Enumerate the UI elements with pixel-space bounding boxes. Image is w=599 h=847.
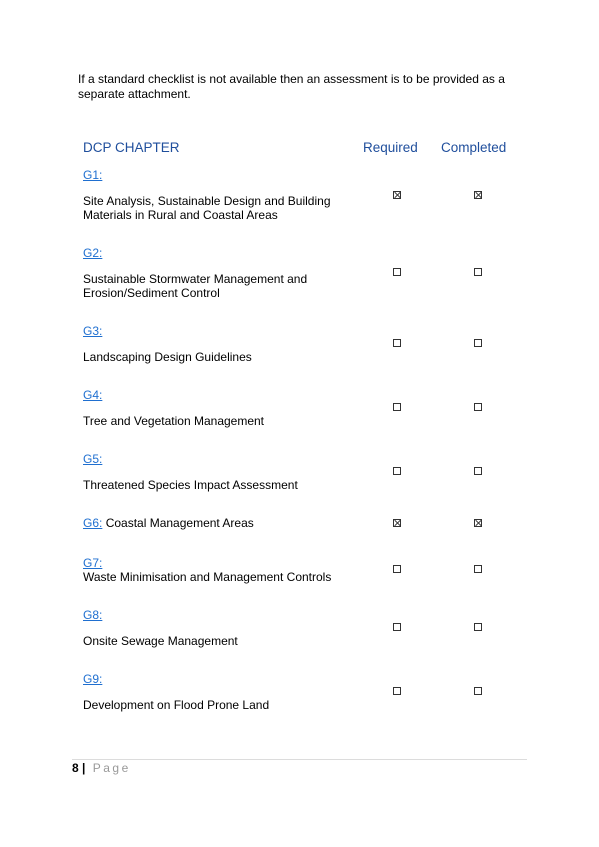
chapter-name: Threatened Species Impact Assessment [83, 478, 298, 492]
completed-checkbox[interactable] [474, 687, 482, 695]
chapter-name: Onsite Sewage Management [83, 634, 238, 648]
chapter-link-g9[interactable]: G9: [83, 672, 103, 686]
required-checkbox[interactable] [393, 403, 401, 411]
required-checkbox[interactable] [393, 191, 401, 199]
completed-checkbox[interactable] [474, 519, 482, 527]
chapter-name: Site Analysis, Sustainable Design and Building Materials in Rural and Coastal Areas [83, 194, 331, 222]
intro-paragraph: If a standard checklist is not available then an assessment is to be provided as a separate attachment. [78, 72, 505, 101]
footer-divider [72, 759, 527, 760]
completed-checkbox[interactable] [474, 339, 482, 347]
completed-checkbox[interactable] [474, 467, 482, 475]
header-required: Required [363, 140, 418, 155]
completed-checkbox[interactable] [474, 623, 482, 631]
page-label: Page [92, 761, 131, 775]
chapter-name: Coastal Management Areas [105, 516, 254, 530]
required-checkbox[interactable] [393, 623, 401, 631]
chapter-link-g4[interactable]: G4: [83, 388, 103, 402]
required-checkbox[interactable] [393, 339, 401, 347]
chapter-name: Sustainable Stormwater Management and Erosion/Sediment Control [83, 272, 308, 300]
chapter-link-g6[interactable]: G6: [83, 516, 103, 530]
required-checkbox[interactable] [393, 268, 401, 276]
chapter-name: Tree and Vegetation Management [83, 414, 265, 428]
header-completed: Completed [441, 140, 507, 155]
page-footer [72, 761, 131, 775]
chapter-link-g5[interactable]: G5: [83, 452, 103, 466]
completed-checkbox[interactable] [474, 403, 482, 411]
chapter-link-g1[interactable]: G1: [83, 168, 103, 182]
page-number: 8 [72, 761, 79, 775]
completed-checkbox[interactable] [474, 268, 482, 276]
chapter-link-g8[interactable]: G8: [83, 608, 103, 622]
footer-separator: | [82, 761, 86, 775]
header-dcp-chapter: DCP CHAPTER [83, 140, 180, 155]
chapter-link-g3[interactable]: G3: [83, 324, 103, 338]
chapter-name: Landscaping Design Guidelines [83, 350, 252, 364]
completed-checkbox[interactable] [474, 565, 482, 573]
chapter-link-g2[interactable]: G2: [83, 246, 103, 260]
required-checkbox[interactable] [393, 467, 401, 475]
required-checkbox[interactable] [393, 565, 401, 573]
required-checkbox[interactable] [393, 687, 401, 695]
chapter-name: Waste Minimisation and Management Controls [83, 570, 332, 584]
completed-checkbox[interactable] [474, 191, 482, 199]
required-checkbox[interactable] [393, 519, 401, 527]
chapter-link-g7[interactable]: G7: [83, 556, 103, 570]
chapter-name: Development on Flood Prone Land [83, 698, 270, 712]
